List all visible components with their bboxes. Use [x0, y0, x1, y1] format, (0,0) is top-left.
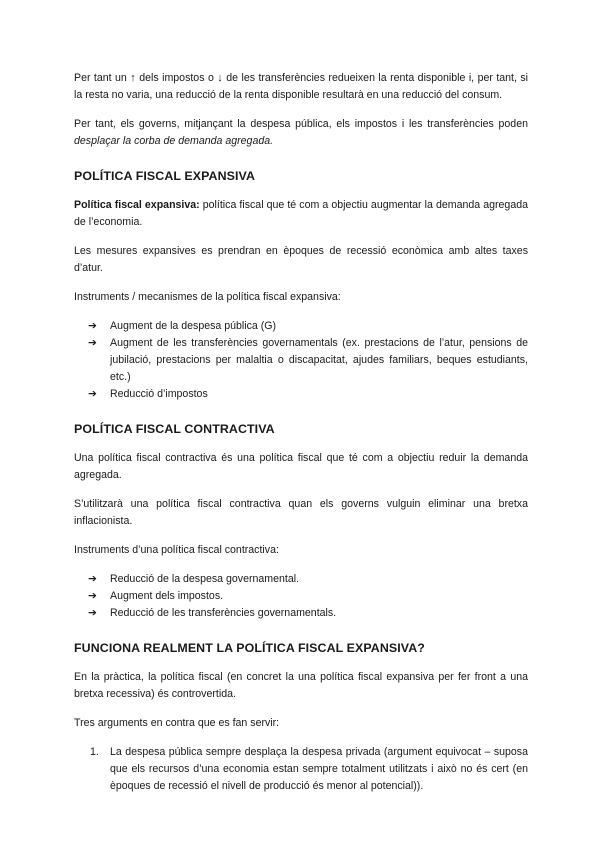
heading-expansiva: POLÍTICA FISCAL EXPANSIVA: [74, 169, 256, 183]
list-item-text: Augment de la despesa pública (G): [110, 320, 277, 332]
arrow-bullet-icon: ➔: [88, 607, 97, 619]
paragraph-instruments-expansiva: Instruments / mecanismes de la política fiscal expansiva:: [74, 291, 341, 303]
list-item: [74, 744, 528, 795]
list-item: [74, 588, 528, 605]
down-arrow-icon: ↓: [217, 72, 223, 84]
list-number: 1.: [90, 746, 99, 758]
text: política fiscal que té com a objectiu augmentar la demanda agregada de l’economia.: [74, 199, 528, 228]
list-item: [74, 605, 528, 622]
paragraph-controvertida: En la pràctica, la política fiscal (en concret la una política fiscal expansiva per fer front a una bretxa recessiva) és controvertida.: [74, 671, 528, 700]
paragraph-mesures-expansives: Les mesures expansives es prendran en èpoques de recessió econòmica amb altes taxes d’atur.: [74, 245, 528, 274]
list-item-text: La despesa pública sempre desplaça la despesa privada (argument equivocat – suposa que els recursos d’una economia estan sempre totalment utilitzats i això no és cert (en èpoques de recessió el nivell de producció és menor al potencial)).: [110, 746, 528, 792]
paragraph-tres-arguments: Tres arguments en contra que es fan servir:: [74, 717, 280, 729]
list-item: [74, 335, 528, 386]
arrow-bullet-icon: ➔: [88, 320, 97, 332]
bold-term: Política fiscal expansiva:: [74, 199, 200, 211]
arrow-bullet-icon: ➔: [88, 573, 97, 585]
list-item: [74, 318, 528, 335]
list-instruments-expansiva: [74, 318, 528, 403]
list-item: [74, 571, 528, 588]
arrow-bullet-icon: ➔: [88, 337, 97, 349]
text: Per tant un: [74, 72, 127, 84]
list-item-text: Reducció de les transferències governamentals.: [110, 607, 337, 619]
up-arrow-icon: ↑: [130, 72, 136, 84]
italic-text: desplaçar la corba de demanda agregada.: [74, 135, 274, 147]
paragraph-instruments-contractiva: Instruments d’una política fiscal contractiva:: [74, 544, 279, 556]
paragraph-bretxa-inflacionista: S’utilitzarà una política fiscal contractiva quan els governs vulguin eliminar una bretxa inflacionista.: [74, 498, 528, 527]
document-content: [74, 70, 528, 795]
paragraph-renta-disponible: [74, 70, 528, 104]
list-item-text: Reducció d’impostos: [110, 388, 208, 400]
text: dels impostos o: [139, 72, 214, 84]
text: Per tant, els governs, mitjançant la despesa pública, els impostos i les transferències poden: [74, 118, 528, 130]
list-item-text: Reducció de la despesa governamental.: [110, 573, 300, 585]
list-instruments-contractiva: [74, 571, 528, 622]
list-item-text: Augment dels impostos.: [110, 590, 224, 602]
list-arguments: [74, 744, 528, 795]
paragraph-definicio-contractiva: Una política fiscal contractiva és una política fiscal que té com a objectiu reduir la demanda agregada.: [74, 452, 528, 481]
list-item: [74, 386, 528, 403]
heading-funciona: FUNCIONA REALMENT LA POLÍTICA FISCAL EXPANSIVA?: [74, 641, 425, 655]
arrow-bullet-icon: ➔: [88, 388, 97, 400]
paragraph-desplacar-corba: [74, 116, 528, 150]
paragraph-definicio-expansiva: [74, 197, 528, 231]
list-item-text: Augment de les transferències governamentals (ex. prestacions de l’atur, pensions de jubilació, prestacions per malaltia o discapacitat, ajudes familiars, beques estudiants, etc.): [110, 337, 528, 383]
arrow-bullet-icon: ➔: [88, 590, 97, 602]
heading-contractiva: POLÍTICA FISCAL CONTRACTIVA: [74, 422, 275, 436]
text: de les transferències redueixen la renta disponible i, per tant, si la resta no varia, una reducció de la renta disponible resultarà en una reducció del consum.: [74, 72, 529, 101]
